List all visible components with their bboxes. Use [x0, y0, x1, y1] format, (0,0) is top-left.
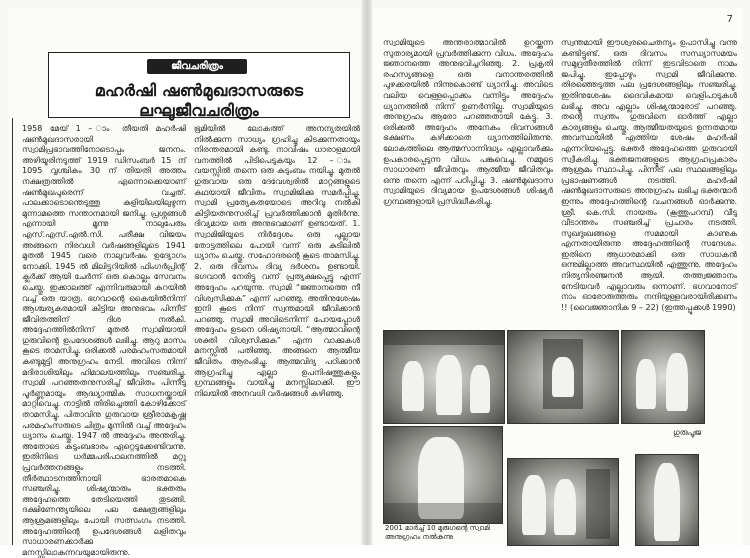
photo-portrait-bottom-left: [383, 426, 503, 524]
photo-standing-bottom-right: [635, 454, 699, 546]
left-margin-rule: [12, 118, 13, 545]
left-column-1-text: 1958 മേയ് 1 – ാം തീയതി മഹർഷി ഷൺമുഖദാസരായി സ്വാമിപ്രഭാവത്തിനോടൊപ്പം ജനനം. അഴിയൂരിനടുത്ത് 1919 ഡിസംബർ 15 ന് 1095 വൃശ്ചികം 30 ന് തിയതി അത്തം നക്ഷത്രത്തിൽ എന്നൊക്കെയാണ് ഷൺമുഖപുരെന്ന് വച്ചത്. പാലക്കാടൊന്തെടുത്തു കുളിയിലയിലുഴുന്ന മുന്നാമത്തെ സന്താനമായി ജനിച്ചു. പ്രശ്നങ്ങൾ എന്നായി മൂന്നു നാലുപേരും എസ്.എസ്.എൽ.സി. പരീക്ഷ വിജയം അങ്ങനെ നിരവധി വർഷങ്ങളിലൂടെ 1941 മുതൽ 1945 വരെ നാലുവർഷം ഉദ്യോഗം നോക്കി. 1945 ൽ മിലിട്ടറിയിൽ ഫിംഗർപ്രിന്റ് ക്ലർക്ക് ആയി ചേർന്ന് ഒരു കൊല്ലം സേവനം ചെയ്തു. ഇക്കാലത്ത് എന്നിവരുമായി കുറയിൽ വച്ച് ഒരു യാത്ര. ഭഗവാന്റെ കൈയിൽനിന്ന് ആശ്ചര്യകരമായി കിട്ടിയ അനുഭവം പിന്നീട് ജീവിതത്തിന് ദിശ നൽകി. അദ്ദേഹത്തിൽനിന്ന് മുതൽ സ്വാമിയായി ഗുരുവിന്റെ ഉപദേശങ്ങൾ ലഭിച്ചു. ആറു മാസം കൂടെ താമസിച്ചു. ഒരിക്കൽ പരമഹംസരുമായി കണ്ടുമുട്ടി അനുഗ്രഹം നേടി. അവിടെ നിന്ന് മദിരാശിയിലും ഹിമാലയത്തിലും സഞ്ചരിച്ചു. സ്വാമി പറഞ്ഞതനുസരിച്ച് ജീവിതം പിന്നീടു പൂർണ്ണമായും ആദ്ധ്യാത്മിക സാധനയ്ക്കായി മാറ്റിവെച്ചു. നാട്ടിൽ തിരിച്ചെത്തി കോഴിക്കോട് താമസിച്ചു. പിതാവിനു ഗുരുവായ ശ്രീരാമകൃഷ്ണ പരമഹംസരുടെ ചിത്രം മുന്നിൽ വച്ച് അദ്ദേഹം ധ്യാനം ചെയ്തു. 1947 ൽ അദ്ദേഹം അന്തരിച്ചു. അതോടെ കുടുംബഭാരം ഏറ്റെടുക്കേണ്ടിവന്നു. ഇതിനിടെ ധർമ്മപരിപാലനത്തിൽ മറ്റു പ്രവർത്തനങ്ങളും നടത്തി. തീർത്ഥാടനത്തിനായി ഭാരതമാകെ സഞ്ചരിച്ചു. ശിഷ്യന്മാരും ഭക്തരും അദ്ദേഹത്തെ തേടിയെത്തി തുടങ്ങി. ദക്ഷിണേന്ത്യയിലെ പല ക്ഷേത്രങ്ങളിലും ആശ്രമങ്ങളിലും പോയി സത്സംഗം നടത്തി. അദ്ദേഹത്തിന്റെ ഉപദേശങ്ങൾ ലളിതവും സാധാരണക്കാർക്കു മനസ്സിലാകുന്നവയുമായിരുന്നു.: [22, 124, 186, 557]
photo-label-gurupuja: ഗുരുപൂജ: [673, 428, 702, 437]
right-column-2-text: സ്വന്തമായി ഈശ്വരചൈതന്യം ഉപാസിച്ചു വന്നു കണ്ടിട്ടുണ്ട്. ഒരു ദിവസം സന്ധ്യാസമയം സമുദ്രതീരത്തിൽ നിന്ന് ഇടവിടാതെ നാമം ജപിച്ചു. ഇപ്പോഴും സ്വാമി ജീവിക്കുന്നു. തിരഞ്ഞെടുത്ത പല പ്രദേശങ്ങളിലും സഞ്ചരിച്ചു. ഇതിനുശേഷം ദൈവികമായ വെളിപാടുകൾ ലഭിച്ചു. അവ എല്ലാം ശിഷ്യന്മാരോട് പറഞ്ഞു. തന്റെ സ്വന്തം ഗുരുവിനെ ഓർത്ത് എല്ലാ കാര്യങ്ങളും ചെയ്തു. ആത്മീയതയുടെ ഉന്നതമായ അവസ്ഥയിൽ എത്തിയ ശേഷം മഹർഷി എന്നറിയപ്പെട്ടു. ഭക്തർ അദ്ദേഹത്തെ ഗുരുവായി സ്വീകരിച്ചു. ഭക്തജനങ്ങളുടെ ആഗ്രഹപ്രകാരം ആശ്രമം സ്ഥാപിച്ചു. പിന്നീട് പല സ്ഥലങ്ങളിലും പ്രഭാഷണങ്ങൾ നടത്തി. മഹർഷി ഷൺമുഖദാസരുടെ അനുഗ്രഹം ലഭിച്ച ഭക്തന്മാർ ഇന്നും അദ്ദേഹത്തിന്റെ വചനങ്ങൾ ഓർക്കുന്നു. ശ്രീ. കെ.സി. നായരും (കൂത്തുപറമ്പ്) വീടു വീടാന്തരം സഞ്ചരിച്ച് പ്രചാരം നടത്തി. സുഖദുഃഖങ്ങളെ സമമായി കാണുക എന്നതായിരുന്നു അദ്ദേഹത്തിന്റെ സന്ദേശം. ഇതിനെ ആധാരമാക്കി ഒരു സാധകൻ ഒന്നുമില്ലാത്ത അവസ്ഥയിൽ എത്തുന്നു. അദ്ദേഹം നിത്യനിരഞ്ജനൻ ആയി. തത്ത്വജ്ഞാനം നേടിയവർ എല്ലാവരും ഒന്നാണ്. ഭഗവാനോട് നാം ഓരോരുത്തരും നന്ദിയുള്ളവരായിരിക്കണം !! (വൈജ്ഞാനിക 9 – 22) (ഇത്തപ്പൂക്കൾ 1990): [561, 38, 737, 312]
right-column-1-text: സ്വാമിയുടെ അന്തരാത്മാവിൽ ഉറയ്ക്കുന്ന സുതാര്യമായി പ്രവർത്തിക്കുന്ന വിധം. അദ്ദേഹം ജ്ഞാനത്തെ അനുഭവിച്ചറിഞ്ഞു. 2. പ്രകൃതി രഹസ്യങ്ങളെ ഒരു വനാന്തരത്തിൽ പുഴക്കരയിൽ നിന്നുകൊണ്ട് ധ്യാനിച്ചു. അവിടെ വലിയ വെള്ളപ്പൊക്കം വന്നിട്ടും അദ്ദേഹം ധ്യാനത്തിൽ നിന്ന് ഉണർന്നില്ല. സ്വാമിയുടെ അനുഗ്രഹം ആരോ പറഞ്ഞതായി കേട്ടു. 3. ഒരിക്കൽ അദ്ദേഹം അനേകം ദിവസങ്ങൾ ഭക്ഷണം കഴിക്കാതെ ധ്യാനത്തിലിരുന്നു. ലോകത്തിലെ ആത്മസാന്നിദ്ധ്യം എല്ലാവർക്കും ഉപകാരപ്പെടുന്ന വിധം പങ്കുവെച്ചു. നമ്മുടെ സാധാരണ ജീവിതവും ആത്മീയ ജീവിതവും ഒന്നു തന്നെ എന്ന് പഠിപ്പിച്ചു. 3. ഷൺമുഖദാസ സ്വാമിയുടെ ദിവ്യമായ ഉപദേശങ്ങൾ ശിഷ്യർ ഗ്രന്ഥങ്ങളായി പ്രസിദ്ധീകരിച്ചു.: [383, 38, 553, 206]
right-page: [373, 8, 743, 545]
left-column-2-text: ഭൂമിയിൽ ലോകത്ത് അനന്യതയിൽ നിൽക്കുന്ന സാധ്യം ഗ്രഹിച്ചു കിടക്കുന്നതായും നിരന്തരമായി കണ്ടു. നാവിഷം ധാരാളമായി വനത്തിൽ പിടിപെടുകയും 12 – ാം വയസ്സിൽ തന്നെ ഒരു കുടുംബം നയിച്ചു. മുതൽ ഗുരുവായ ഒരു ദേവേശ്വരിൽ മാറ്റങ്ങളുടെ കഥയായി ജീവിതം സ്വാമിജിക്കു സമർപ്പിച്ചു. സ്വാമി പ്രത്യേകതയോടെ അറിവു നൽകി കിട്ടിയതനുസരിച്ച് പ്രവർത്തിക്കാൻ മുതിർന്നു. ദിവ്യമായ ഒരു അനുഭവമാണ് ഉണ്ടായത്. 1. സ്വാമിജിയുടെ നിർദ്ദേശം ഒരു പുല്ലായ തോട്ടത്തിലെ പോയി വന്ന് ഒരു കുടിലിൽ ധ്യാനം ചെയ്തു. സഹോദരന്റെ കൂടെ താമസിച്ചു. 2. ഒരു ദിവസം ദിവ്യ ദർശനം ഉണ്ടായി. ഭഗവാൻ നേരിട്ടു വന്ന് പ്രത്യക്ഷപ്പെട്ടു എന്ന് അദ്ദേഹം പറയുന്നു. സ്വാമി “ജ്ഞാനത്തെ നീ വിശ്വസിക്കുക” എന്ന് പറഞ്ഞു. അതിനുശേഷം ഇനി കൂടെ നിന്ന് സ്വന്തമായി ജീവിക്കാൻ പറഞ്ഞു. സ്വാമി അവിടെനിന്ന് പോയപ്പോൾ അദ്ദേഹം ഉടനെ ശിഷ്യനായി. “ആത്മാവിന്റെ ശക്തി വിശ്വസിക്കുക” എന്ന വാക്കുകൾ മനസ്സിൽ പതിഞ്ഞു. അങ്ങനെ ആത്മീയ ജീവിതം ആരംഭിച്ചു. ആത്മവിദ്യ പഠിക്കാൻ ആഗ്രഹിച്ചു എല്ലാ ഉപനിഷത്തുകളും ഗ്രന്ഥങ്ങളും വായിച്ചു മനസ്സിലാക്കി. ഈ നിലയിൽ അനവധി വർഷങ്ങൾ കഴിഞ്ഞു.: [194, 124, 360, 398]
title-box: [48, 52, 350, 118]
left-column-1: [22, 124, 186, 557]
left-page: [8, 8, 360, 557]
right-column-1: [383, 38, 553, 274]
photo-shrine-top-middle: [507, 330, 619, 424]
article-title: മഹർഷി ഷൺമുഖദാസരുടെ ലഘുജീവചരിത്രം: [94, 81, 304, 120]
left-column-2: [194, 124, 360, 544]
section-label: ജീവചരിത്രം: [147, 59, 247, 74]
book-spine: [362, 0, 372, 545]
photo-group-bottom-middle: [507, 458, 619, 546]
page-number: 7: [726, 14, 733, 25]
photo-caption-bottom-left: 2001 മാർച്ച് 10 മുരുഗന്റെ സ്വാമി അനുഗ്രഹം നൽകുന്നു: [385, 524, 490, 541]
photo-ceremony-top-right: [621, 330, 705, 424]
photo-group-top-left: [383, 330, 505, 424]
